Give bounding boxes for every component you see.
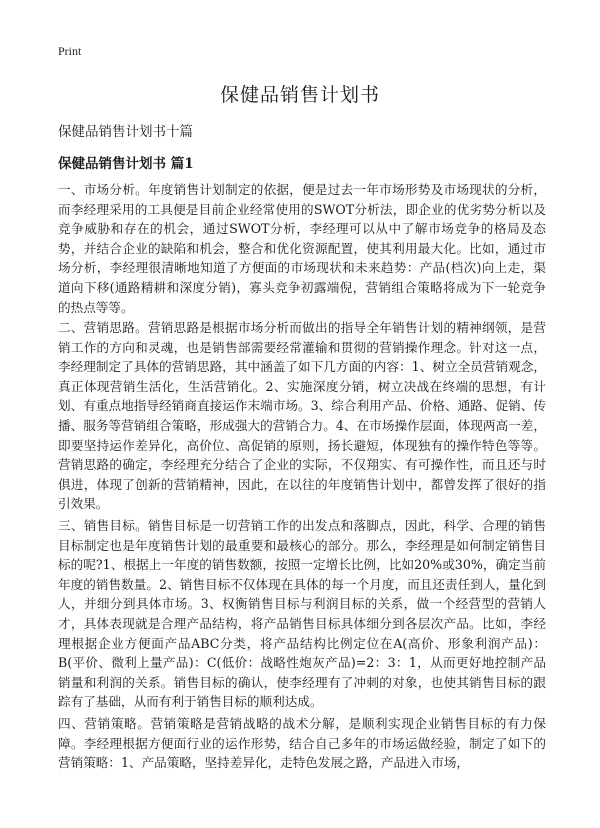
paragraph-sales-target: 三、销售目标。销售目标是一切营销工作的出发点和落脚点，因此，科学、合理的销售目标制定也是年度销售计划的最重要和最核心的部分。那么，李经理是如何制定销售目标的呢?1、根据上一年度的销售数额，按照一定增长比例，比如20%或30%，确定当前年度的销售数量。2、销售目标不仅体现在具体的每一个月度，而且还责任到人，量化到人，并细分到具体市场。3、权衡销售目标与利润目标的关系，做一个经营型的营销人才，具体表现就是合理产品结构，将产品销售目标具体细分到各层次产品。比如，李经理根据企业方便面产品ABC分类，将产品结构比例定位在A(高价、形象利润产品)：B(平价、微利上量产品)：C(低价：战略性炮灰产品)=2：3：1，从而更好地控制产品销量和利润的关系。销售目标的确认，使李经理有了冲刺的对象，也使其销售目标的跟踪有了基础，从而有利于销售目标的顺利达成。 <box>58 518 546 710</box>
print-label[interactable]: Print <box>58 44 82 58</box>
document-title: 保健品销售计划书 <box>219 84 380 106</box>
section-heading: 保健品销售计划书 篇1 <box>58 156 194 172</box>
document-subtitle: 保健品销售计划书十篇 <box>58 124 193 140</box>
paragraph-marketing-strategy: 四、营销策略。营销策略是营销战略的战术分解，是顺利实现企业销售目标的有力保障。李经理根据方便面行业的运作形势，结合自己多年的市场运做经验，制定了如下的营销策略：1、产品策略，坚持差异化，走特色发展之路，产品进入市场， <box>58 716 546 771</box>
paragraph-market-analysis: 一、市场分析。年度销售计划制定的依据，便是过去一年市场形势及市场现状的分析，而李经理采用的工具便是目前企业经常使用的SWOT分析法，即企业的优劣势分析以及竞争威胁和存在的机会，通过SWOT分析，李经理可以从中了解市场竞争的格局及态势，并结合企业的缺陷和机会，整合和优化资源配置，使其利用最大化。比如，通过市场分析，李经理很清晰地知道了方便面的市场现状和未来趋势：产品(档次)向上走，渠道向下移(通路精耕和深度分销)，寡头竞争初露端倪，营销组合策略将成为下一轮竞争的热点等等。 <box>58 182 546 315</box>
paragraph-marketing-ideas: 二、营销思路。营销思路是根据市场分析而做出的指导全年销售计划的精神纲领，是营销工作的方向和灵魂，也是销售部需要经常灌输和贯彻的营销操作理念。针对这一点，李经理制定了具体的营销思路，其中涵盖了如下几方面的内容：1、树立全员营销观念，真正体现营销生活化，生活营销化。2、实施深度分销，树立决战在终端的思想，有计划、有重点地指导经销商直接运作末端市场。3、综合利用产品、价格、通路、促销、传播、服务等营销组合策略，形成强大的营销合力。4、在市场操作层面，体现两高一差，即要坚持运作差异化，高价位、高促销的原则，扬长避短，体现独有的操作特色等等。营销思路的确定，李经理充分结合了企业的实际，不仅翔实、有可操作性，而且还与时俱进，体现了创新的营销精神，因此，在以往的年度销售计划中，都曾发挥了很好的指引效果。 <box>58 320 546 512</box>
